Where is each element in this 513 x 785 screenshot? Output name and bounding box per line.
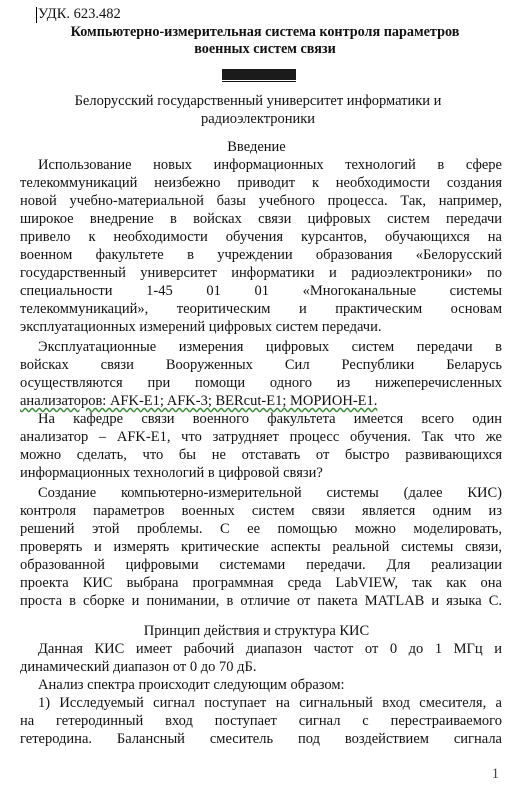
text-line: динамический диапазон от 0 до 70 дБ.: [20, 659, 257, 675]
text-line: На кафедре связи военного факультета имеется всего один: [38, 411, 502, 427]
paragraph-5: [20, 640, 502, 676]
text-line: военном факультете в учреждении образования «Белорусский: [20, 247, 502, 263]
text-line: проекта КИС выбрана программная среда LabVIEW, так как она: [20, 575, 502, 591]
text-line: привело к необходимости обучения курсантов, обучающихся на: [20, 229, 502, 245]
text-line: 1) Исследуемый сигнал поступает на сигнальный вход смесителя, а: [38, 695, 502, 711]
text-line: телекоммуникаций», теоритическим и практическим основам: [20, 301, 502, 317]
text-line: специальности 1-45 01 01 «Многоканальные системы: [20, 283, 502, 299]
affiliation: [38, 92, 478, 128]
text-line: Эксплуатационные измерения цифровых систем передачи в: [38, 339, 502, 355]
text-line: гетеродина. Балансный смеситель под воздействием сигнала: [20, 731, 502, 747]
title-line-1: Компьютерно-измерительная система контроля параметров: [70, 24, 460, 40]
paper-title: [30, 24, 500, 58]
text-line: проста в сборке и понимании, в отличие от пакета MATLAB и языка С.: [20, 593, 502, 609]
text-line: можно сделать, что бы не отставать от быстро развивающихся: [20, 447, 502, 463]
paragraph-4: [20, 484, 502, 610]
text-line: Создание компьютерно-измерительной системы (далее КИС): [38, 485, 502, 501]
affiliation-line-2: радиоэлектроники: [200, 111, 316, 127]
text-line: эксплуатационных измерений цифровых систем передачи.: [20, 319, 382, 335]
text-line: государственный университет информатики и радиоэлектроники» по: [20, 265, 502, 281]
title-line-2: военных систем связи: [194, 41, 336, 57]
page-number: 1: [491, 766, 499, 782]
paragraph-1: [20, 156, 502, 336]
text-line: решений этой проблемы. С ее помощью можно моделировать,: [20, 521, 502, 537]
text-line: анализаторов: AFK-E1; AFK-3; BERcut-E1; МОРИОН-E1.: [20, 393, 378, 409]
text-line: новой учебно-материальной базы учебного процесса. Так, например,: [20, 193, 502, 209]
paragraph-2: [20, 338, 502, 410]
paragraph-3: [20, 410, 502, 482]
text-line: информационных технологий в цифровой связи?: [20, 465, 323, 481]
text-line: образованной цифровыми системами передачи. Для реализации: [20, 557, 502, 573]
paragraph-7: [20, 694, 502, 748]
text-cursor: [36, 7, 37, 23]
author-redacted: [222, 69, 296, 80]
section-heading-intro: Введение: [227, 139, 286, 155]
text-line: на гетеродинный вход поступает сигнал с перестраиваемого: [20, 713, 502, 729]
text-line: проверять и измерять критические аспекты реальной системы связи,: [20, 539, 502, 555]
text-line: Анализ спектра происходит следующим образом:: [38, 677, 345, 693]
udk-code: УДК. 623.482: [38, 6, 121, 22]
text-line: телекоммуникаций неизбежно приводит к необходимости создания: [20, 175, 502, 191]
paragraph-6: [20, 676, 502, 694]
text-line: анализатор – AFK-E1, что затрудняет процесс обучения. Так что же: [20, 429, 502, 445]
affiliation-line-1: Белорусский государственный университет информатики и: [74, 93, 442, 109]
text-line: Данная КИС имеет рабочий диапазон частот от 0 до 1 МГц и: [38, 641, 502, 657]
text-line: широкое внедрение в войсках связи цифровых систем передачи: [20, 211, 502, 227]
author-underline: [222, 81, 296, 82]
text-line: осуществляются при помощи одного из нижеперечисленных: [20, 375, 502, 391]
text-line: войсках связи Вооруженных Сил Республики Беларусь: [20, 357, 502, 373]
text-line: Использование новых информационных технологий в сфере: [38, 157, 502, 173]
section-heading-principle: Принцип действия и структура КИС: [143, 623, 370, 639]
text-line: контроля параметров военных систем связи является одним из: [20, 503, 502, 519]
